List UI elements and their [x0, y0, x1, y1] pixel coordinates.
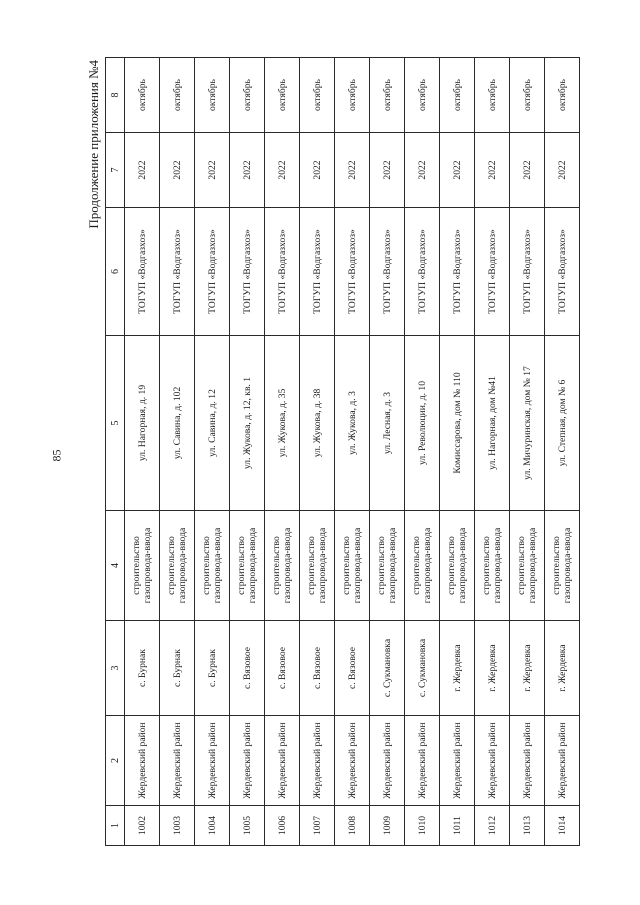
row-number-cell: 1002: [125, 806, 160, 846]
year-cell: 2022: [265, 133, 300, 208]
settlement-cell: с. Вязовое: [265, 621, 300, 716]
row-number-cell: 1006: [265, 806, 300, 846]
contractor-cell: ТОГУП «Водгазхоз»: [265, 208, 300, 336]
row-number-cell: 1013: [510, 806, 545, 846]
address-cell: ул. Жукова, д. 38: [300, 336, 335, 511]
row-number-cell: 1004: [195, 806, 230, 846]
district-cell: Жердевский район: [440, 716, 475, 806]
district-cell: Жердевский район: [475, 716, 510, 806]
settlement-cell: с. Вязовое: [230, 621, 265, 716]
district-cell: Жердевский район: [230, 716, 265, 806]
data-table: [105, 57, 580, 846]
column-header: 4: [106, 511, 125, 621]
table-row: [510, 58, 545, 846]
table-row: [475, 58, 510, 846]
district-cell: Жердевский район: [335, 716, 370, 806]
year-cell: 2022: [475, 133, 510, 208]
month-cell: октябрь: [440, 58, 475, 133]
settlement-cell: с. Бурнак: [195, 621, 230, 716]
year-cell: 2022: [160, 133, 195, 208]
column-header: 1: [106, 806, 125, 846]
contractor-cell: ТОГУП «Водгазхоз»: [475, 208, 510, 336]
work-type-cell: строительство газопровода-ввода: [510, 511, 545, 621]
work-type-cell: строительство газопровода-ввода: [160, 511, 195, 621]
address-cell: Комиссарова, дом № 110: [440, 336, 475, 511]
contractor-cell: ТОГУП «Водгазхоз»: [300, 208, 335, 336]
work-type-cell: строительство газопровода-ввода: [265, 511, 300, 621]
row-number-cell: 1005: [230, 806, 265, 846]
row-number-cell: 1012: [475, 806, 510, 846]
contractor-cell: ТОГУП «Водгазхоз»: [370, 208, 405, 336]
address-cell: ул. Революции, д. 10: [405, 336, 440, 511]
work-type-cell: строительство газопровода-ввода: [125, 511, 160, 621]
settlement-cell: с. Бурнак: [160, 621, 195, 716]
work-type-cell: строительство газопровода-ввода: [195, 511, 230, 621]
district-cell: Жердевский район: [370, 716, 405, 806]
year-cell: 2022: [230, 133, 265, 208]
table-row: [125, 58, 160, 846]
year-cell: 2022: [510, 133, 545, 208]
address-cell: ул. Нагорная, д. 19: [125, 336, 160, 511]
address-cell: ул. Жукова, д. 12, кв. 1: [230, 336, 265, 511]
settlement-cell: с. Бурнак: [125, 621, 160, 716]
work-type-cell: строительство газопровода-ввода: [440, 511, 475, 621]
settlement-cell: г. Жердевка: [440, 621, 475, 716]
contractor-cell: ТОГУП «Водгазхоз»: [230, 208, 265, 336]
contractor-cell: ТОГУП «Водгазхоз»: [440, 208, 475, 336]
work-type-cell: строительство газопровода-ввода: [370, 511, 405, 621]
table-row: [230, 58, 265, 846]
column-header: 7: [106, 133, 125, 208]
month-cell: октябрь: [125, 58, 160, 133]
row-number-cell: 1014: [545, 806, 580, 846]
month-cell: октябрь: [335, 58, 370, 133]
contractor-cell: ТОГУП «Водгазхоз»: [195, 208, 230, 336]
table-row: [370, 58, 405, 846]
district-cell: Жердевский район: [160, 716, 195, 806]
year-cell: 2022: [195, 133, 230, 208]
work-type-cell: строительство газопровода-ввода: [545, 511, 580, 621]
settlement-cell: г. Жердевка: [510, 621, 545, 716]
month-cell: октябрь: [545, 58, 580, 133]
settlement-cell: с. Сукмановка: [405, 621, 440, 716]
settlement-cell: с. Вязовое: [335, 621, 370, 716]
row-number-cell: 1010: [405, 806, 440, 846]
district-cell: Жердевский район: [405, 716, 440, 806]
table-row: [265, 58, 300, 846]
table-row: [335, 58, 370, 846]
address-cell: ул. Лесная, д. 3: [370, 336, 405, 511]
work-type-cell: строительство газопровода-ввода: [300, 511, 335, 621]
year-cell: 2022: [545, 133, 580, 208]
column-header: 2: [106, 716, 125, 806]
address-cell: ул. Савина, д. 12: [195, 336, 230, 511]
column-header: 5: [106, 336, 125, 511]
column-header: 8: [106, 58, 125, 133]
district-cell: Жердевский район: [510, 716, 545, 806]
month-cell: октябрь: [265, 58, 300, 133]
table-row: [160, 58, 195, 846]
settlement-cell: г. Жердевка: [475, 621, 510, 716]
header-row: [106, 58, 125, 846]
row-number-cell: 1011: [440, 806, 475, 846]
settlement-cell: г. Жердевка: [545, 621, 580, 716]
district-cell: Жердевский район: [300, 716, 335, 806]
year-cell: 2022: [370, 133, 405, 208]
table-row: [440, 58, 475, 846]
month-cell: октябрь: [195, 58, 230, 133]
work-type-cell: строительство газопровода-ввода: [475, 511, 510, 621]
contractor-cell: ТОГУП «Водгазхоз»: [510, 208, 545, 336]
year-cell: 2022: [405, 133, 440, 208]
year-cell: 2022: [335, 133, 370, 208]
year-cell: 2022: [300, 133, 335, 208]
contractor-cell: ТОГУП «Водгазхоз»: [125, 208, 160, 336]
column-header: 3: [106, 621, 125, 716]
table-row: [405, 58, 440, 846]
row-number-cell: 1008: [335, 806, 370, 846]
month-cell: октябрь: [510, 58, 545, 133]
table-row: [300, 58, 335, 846]
column-header: 6: [106, 208, 125, 336]
month-cell: октябрь: [405, 58, 440, 133]
address-cell: ул. Жукова, д. 3: [335, 336, 370, 511]
address-cell: ул. Савина, д. 102: [160, 336, 195, 511]
contractor-cell: ТОГУП «Водгазхоз»: [405, 208, 440, 336]
month-cell: октябрь: [160, 58, 195, 133]
row-number-cell: 1003: [160, 806, 195, 846]
row-number-cell: 1007: [300, 806, 335, 846]
settlement-cell: с. Сукмановка: [370, 621, 405, 716]
year-cell: 2022: [440, 133, 475, 208]
contractor-cell: ТОГУП «Водгазхоз»: [545, 208, 580, 336]
district-cell: Жердевский район: [195, 716, 230, 806]
month-cell: октябрь: [475, 58, 510, 133]
work-type-cell: строительство газопровода-ввода: [405, 511, 440, 621]
table-row: [545, 58, 580, 846]
month-cell: октябрь: [300, 58, 335, 133]
month-cell: октябрь: [370, 58, 405, 133]
settlement-cell: с. Вязовое: [300, 621, 335, 716]
rotated-page-content: [83, 58, 573, 846]
row-number-cell: 1009: [370, 806, 405, 846]
table-row: [195, 58, 230, 846]
address-cell: ул. Степная, дом № 6: [545, 336, 580, 511]
contractor-cell: ТОГУП «Водгазхоз»: [160, 208, 195, 336]
district-cell: Жердевский район: [545, 716, 580, 806]
contractor-cell: ТОГУП «Водгазхоз»: [335, 208, 370, 336]
month-cell: октябрь: [230, 58, 265, 133]
address-cell: ул. Мичуринская, дом № 17: [510, 336, 545, 511]
address-cell: ул. Нагорная, дом №41: [475, 336, 510, 511]
table-caption: Продолжение приложения №4: [86, 60, 101, 229]
district-cell: Жердевский район: [125, 716, 160, 806]
work-type-cell: строительство газопровода-ввода: [335, 511, 370, 621]
district-cell: Жердевский район: [265, 716, 300, 806]
page-number: 85: [49, 449, 64, 462]
address-cell: ул. Жукова, д. 35: [265, 336, 300, 511]
work-type-cell: строительство газопровода-ввода: [230, 511, 265, 621]
year-cell: 2022: [125, 133, 160, 208]
